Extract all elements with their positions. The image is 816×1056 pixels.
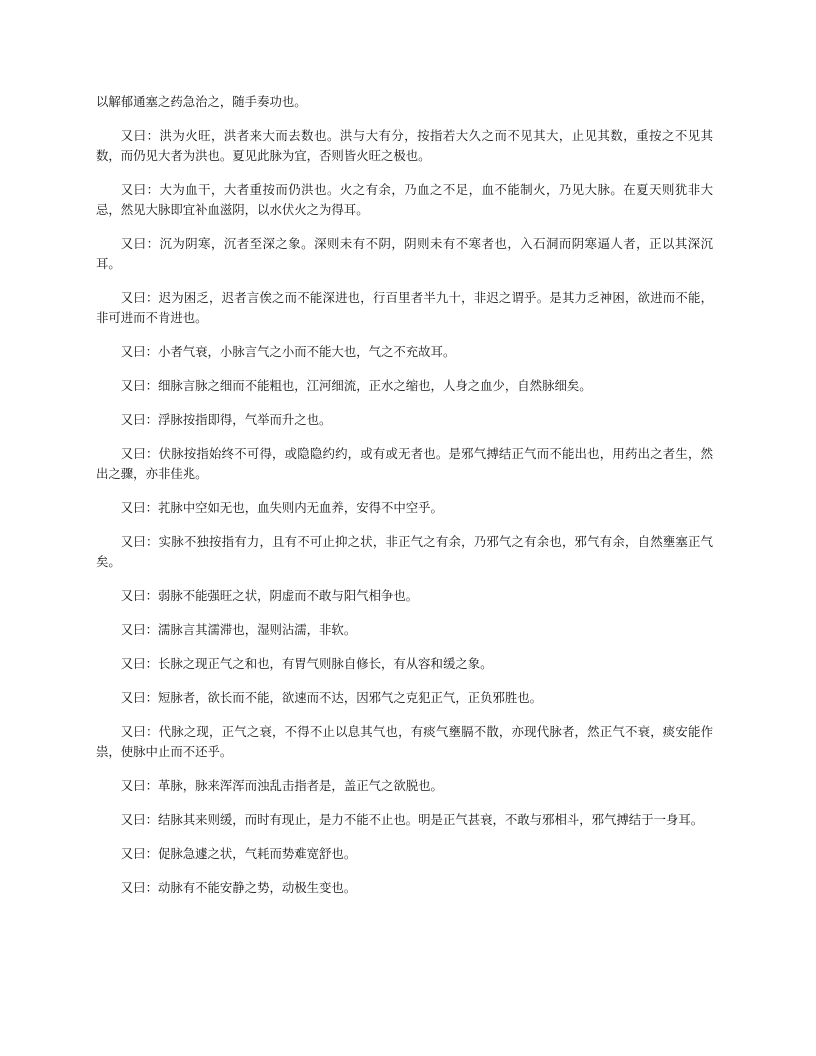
paragraph-jie-pulse: 又曰：结脉其来则缓，而时有现止，是力不能不止也。明是正气甚衰，不敢与邪相斗，邪气搏结于一身耳。	[120, 812, 704, 827]
paragraph-ge-pulse: 又曰：革脉，脉来浑浑而浊乱击指者是，盖正气之欲脱也。	[120, 778, 443, 793]
document-page	[96, 92, 713, 912]
paragraph-fu-float-pulse: 又曰：浮脉按指即得，气举而升之也。	[120, 412, 332, 427]
paragraph-chi-pulse: 又曰：迟为困乏，迟者言俟之而不能深进也，行百里者半九十，非迟之谓乎。是其力乏神困，欲进而不能，非可进而不肯进也。	[96, 290, 713, 325]
paragraph-continuation: 以解郁通塞之药急治之，随手奏功也。	[96, 94, 307, 109]
paragraph-chen-pulse: 又曰：沉为阴寒，沉者至深之象。深则未有不阴，阴则未有不寒者也，入石洞而阴寒逼人者，正以其深沉耳。	[96, 236, 713, 271]
paragraph-xiao-pulse: 又曰：小者气衰，小脉言气之小而不能大也，气之不充故耳。	[120, 344, 456, 359]
paragraph-shi-pulse: 又曰：实脉不独按指有力，且有不可止抑之状，非正气之有余，乃邪气之有余也，邪气有余，自然壅塞正气矣。	[96, 534, 713, 569]
paragraph-fu-hidden-pulse: 又曰：伏脉按指始终不可得，或隐隐约约，或有或无者也。是邪气搏结正气而不能出也，用药出之者生，然出之骤，亦非佳兆。	[96, 446, 713, 481]
paragraph-dai-pulse: 又曰：代脉之现，正气之衰，不得不止以息其气也，有痰气壅膈不散，亦现代脉者，然正气不衰，痰安能作祟，使脉中止而不还乎。	[96, 724, 713, 759]
paragraph-da-pulse: 又曰：大为血干，大者重按而仍洪也。火之有余，乃血之不足，血不能制火，乃见大脉。在夏天则犹非大忌，然见大脉即宜补血滋阴，以水伏火之为得耳。	[96, 182, 713, 217]
paragraph-duan-pulse: 又曰：短脉者，欲长而不能，欲速而不达，因邪气之克犯正气，正负邪胜也。	[120, 690, 543, 705]
paragraph-chang-pulse: 又曰：长脉之现正气之和也，有胃气则脉自修长，有从容和缓之象。	[120, 656, 493, 671]
paragraph-ru-pulse: 又曰：濡脉言其濡滞也，湿则沾濡，非软。	[120, 622, 357, 637]
paragraph-dong-pulse: 又曰：动脉有不能安静之势，动极生变也。	[120, 880, 357, 895]
paragraph-ruo-pulse: 又曰：弱脉不能强旺之状，阴虚而不敢与阳气相争也。	[120, 588, 419, 603]
paragraph-cu-pulse: 又曰：促脉急遽之状，气耗而势难宽舒也。	[120, 846, 357, 861]
paragraph-hong-pulse: 又曰：洪为火旺，洪者来大而去数也。洪与大有分，按指若大久之而不见其大，止见其数，重按之不见其数，而仍见大者为洪也。夏见此脉为宜，否则皆火旺之极也。	[96, 128, 713, 163]
paragraph-xi-pulse: 又曰：细脉言脉之细而不能粗也，江河细流，正水之缩也，人身之血少，自然脉细矣。	[120, 378, 592, 393]
paragraph-kou-pulse: 又曰：芤脉中空如无也，血失则内无血养，安得不中空乎。	[120, 500, 443, 515]
